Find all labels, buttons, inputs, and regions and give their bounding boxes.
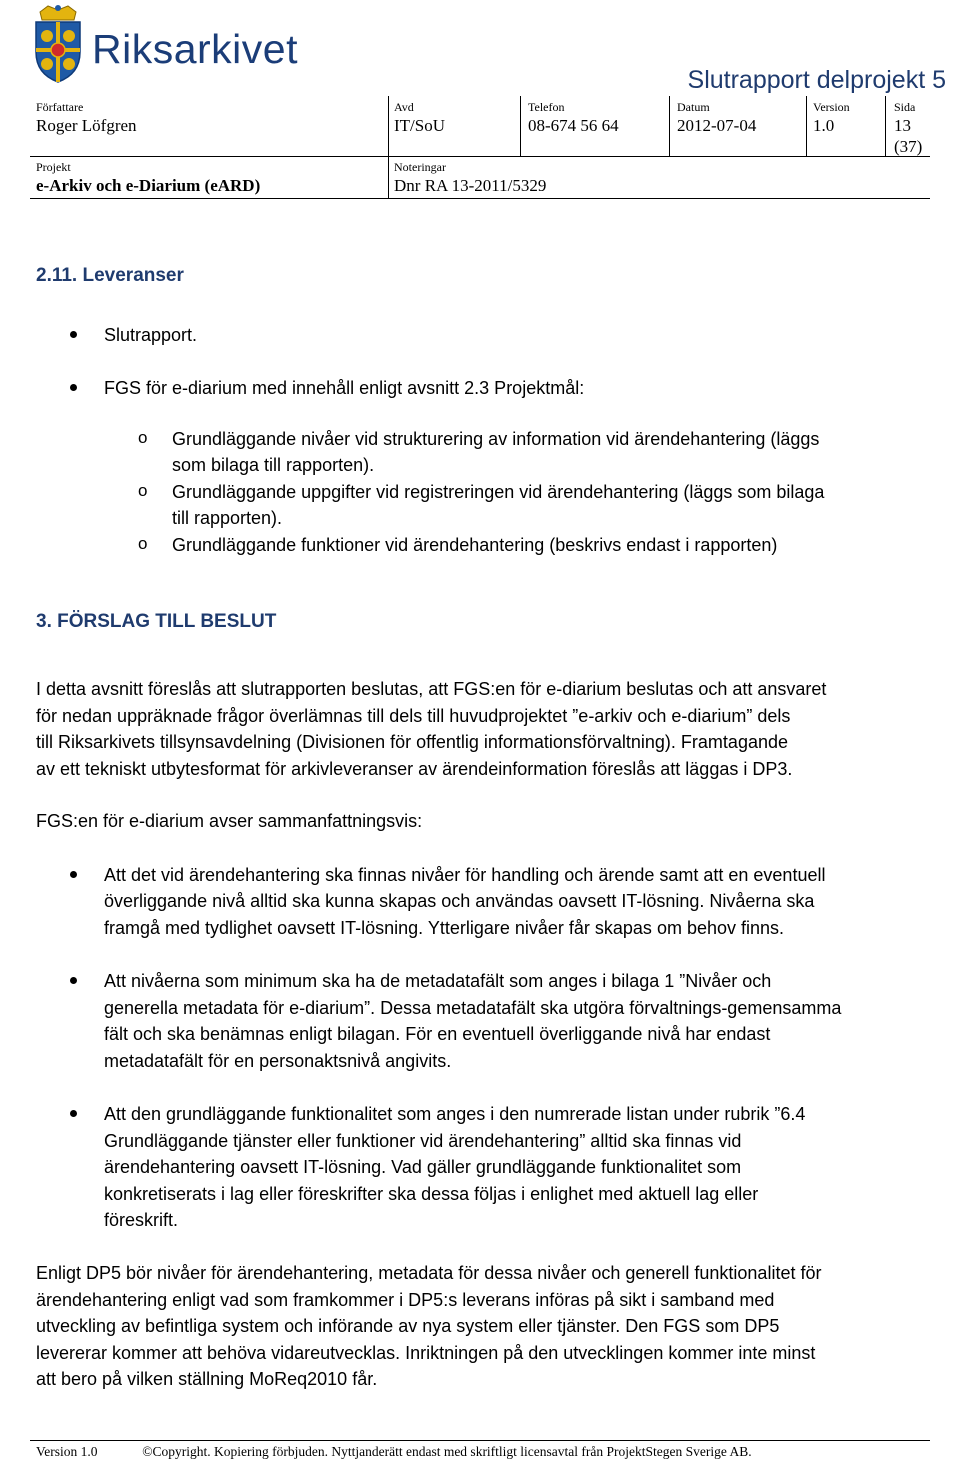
bullet-icon — [70, 331, 77, 338]
page-number: 13 — [894, 116, 911, 135]
document-title: Slutrapport delprojekt 5 — [687, 66, 946, 94]
list-item-line: Att den grundläggande funktionalitet som anges i den numrerade listan under rubrik ”6.4 — [104, 1104, 806, 1124]
sub-list-item: som bilaga till rapporten). — [172, 455, 375, 475]
list-item-line: fält och ska benämnas enligt bilagan. För en eventuell överliggande nivå har endast — [104, 1024, 771, 1044]
header-divider — [388, 96, 389, 198]
logo-text: Riksarkivet — [92, 26, 298, 72]
header-divider — [669, 96, 670, 156]
footer-copyright: ©Copyright. Kopiering förbjuden. Nyttjanderätt endast med skriftligt licensavtal från ProjektStegen Sverige AB. — [142, 1444, 752, 1459]
phone-value: 08-674 56 64 — [528, 116, 619, 135]
list-item-line: metadatafält för en personaktsnivå angivits. — [104, 1051, 452, 1071]
date-value: 2012-07-04 — [677, 116, 757, 135]
notes-label: Noteringar — [394, 160, 446, 174]
bullet-icon — [70, 977, 77, 984]
section-heading-forslag: 3. FÖRSLAG TILL BESLUT — [36, 611, 277, 632]
version-value: 1.0 — [813, 116, 835, 135]
sub-list-item: Grundläggande nivåer vid strukturering av information vid ärendehantering (läggs — [172, 429, 820, 449]
circle-bullet-icon: o — [138, 534, 148, 553]
circle-bullet-icon: o — [138, 428, 148, 447]
list-item-line: föreskrift. — [104, 1210, 179, 1230]
list-item-line: Att det vid ärendehantering ska finnas nivåer för handling och ärende samt att en eventuell — [104, 865, 826, 885]
project-label: Projekt — [36, 160, 71, 174]
list-item: FGS för e-diarium med innehåll enligt avsnitt 2.3 Projektmål: — [104, 378, 585, 398]
paragraph-line: av ett tekniskt utbytesformat för arkivleveranser av ärendeinformation föreslås att läggas i DP3. — [36, 759, 793, 779]
date-label: Datum — [677, 100, 710, 114]
paragraph-line: FGS:en för e-diarium avser sammanfattningsvis: — [36, 811, 423, 831]
notes-value: Dnr RA 13-2011/5329 — [394, 176, 547, 195]
paragraph-line: ärendehantering enligt vad som framkommer i DP5:s leverans införas på sikt i samband med — [36, 1290, 775, 1310]
list-item-line: konkretiserats i lag eller föreskrifter ska dessa följas i enlighet med aktuell lag eller — [104, 1184, 759, 1204]
list-item-line: generella metadata för e-diarium”. Dessa metadatafält ska utgöra förvaltnings-gemensamma — [104, 998, 842, 1018]
department-label: Avd — [394, 100, 414, 114]
header-divider — [806, 96, 807, 156]
paragraph-line: Enligt DP5 bör nivåer för ärendehantering, metadata för dessa nivåer och generell funktionalitet för — [36, 1263, 822, 1283]
footer-rule — [30, 1440, 930, 1441]
page-label: Sida — [894, 100, 916, 114]
list-item: Slutrapport. — [104, 325, 198, 345]
phone-label: Telefon — [528, 100, 565, 114]
paragraph-line: I detta avsnitt föreslås att slutrapporten beslutas, att FGS:en för e-diarium beslutas och att ansvaret — [36, 679, 827, 699]
list-item-line: överliggande nivå alltid ska kunna skapas och användas oavsett IT-lösning. Nivåerna ska — [104, 891, 815, 911]
crest-icon — [30, 4, 86, 84]
sub-list-item: Grundläggande funktioner vid ärendehantering (beskrivs endast i rapporten) — [172, 535, 778, 555]
header-rule — [30, 198, 930, 199]
paragraph-line: till Riksarkivets tillsynsavdelning (Divisionen för offentlig informationsförvaltning). Framtagande — [36, 732, 788, 752]
paragraph-line: för nedan uppräknade frågor överlämnas till dels till huvudprojektet ”e-arkiv och e-diarium” dels — [36, 706, 791, 726]
project-value: e-Arkiv och e-Diarium (eARD) — [36, 176, 261, 195]
bullet-icon — [70, 384, 77, 391]
header-divider — [885, 96, 886, 156]
footer — [36, 1444, 752, 1460]
footer-version: Version 1.0 — [36, 1444, 98, 1459]
page-total: (37) — [894, 137, 923, 156]
list-item-line: Att nivåerna som minimum ska ha de metadatafält som anges i bilaga 1 ”Nivåer och — [104, 971, 772, 991]
header-divider — [520, 96, 521, 156]
sub-list-item: Grundläggande uppgifter vid registreringen vid ärendehantering (läggs som bilaga — [172, 482, 825, 502]
list-item-line: framgå med tydlighet oavsett IT-lösning. Ytterligare nivåer får skapas om behov finns. — [104, 918, 785, 938]
bullet-icon — [70, 871, 77, 878]
circle-bullet-icon: o — [138, 481, 148, 500]
paragraph-line: levererar kommer att behöva vidareutvecklas. Inriktningen på den utvecklingen kommer inte minst — [36, 1343, 816, 1363]
sub-list-item: till rapporten). — [172, 508, 283, 528]
paragraph-line: att bero på vilken ställning MoReq2010 får. — [36, 1369, 378, 1389]
list-item-line: Grundläggande tjänster eller funktioner vid ärendehantering” alltid ska finnas vid — [104, 1131, 742, 1151]
bullet-icon — [70, 1110, 77, 1117]
header-rule — [30, 156, 930, 157]
paragraph-line: utveckling av befintliga system och införande av nya system eller tjänster. Den FGS som DP5 — [36, 1316, 780, 1336]
version-label: Version — [813, 100, 850, 114]
author-label: Författare — [36, 100, 84, 114]
section-heading-leveranser: 2.11. Leveranser — [36, 265, 184, 286]
list-item-line: ärendehantering oavsett IT-lösning. Vad gäller grundläggande funktionalitet som — [104, 1157, 742, 1177]
department-value: IT/SoU — [394, 116, 445, 135]
author-value: Roger Löfgren — [36, 116, 137, 135]
